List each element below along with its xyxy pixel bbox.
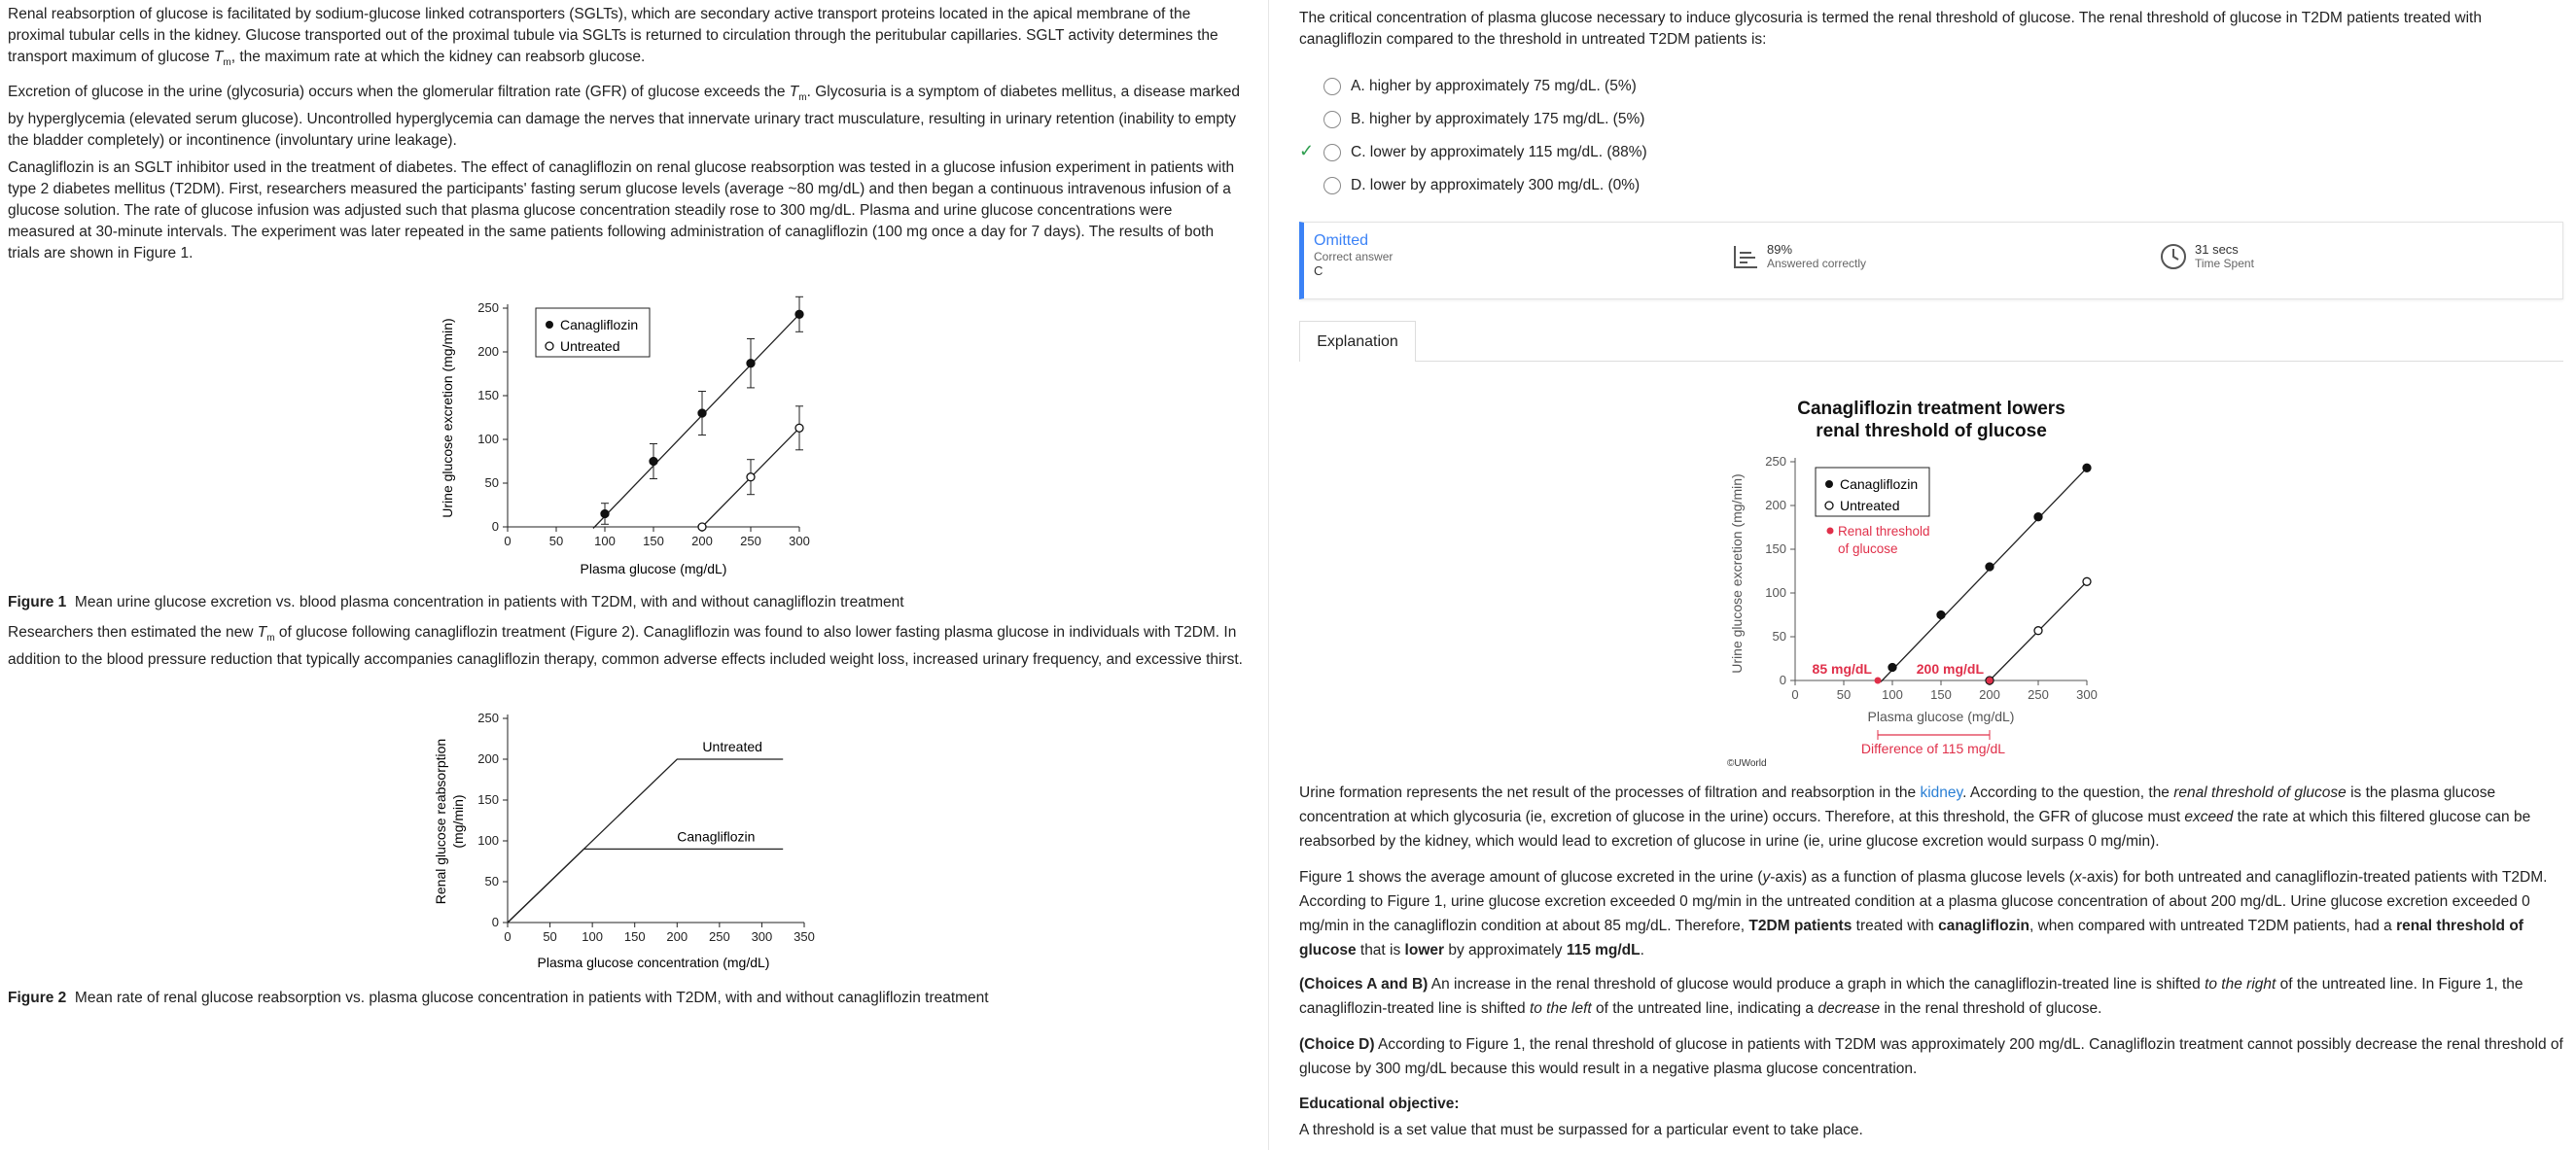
y-axis-label: Urine glucose excretion (mg/min): [1729, 473, 1745, 674]
legend-label-canagliflozin: Canagliflozin: [560, 317, 639, 332]
label-canagliflozin: Canagliflozin: [677, 828, 756, 845]
answer-choice-c[interactable]: C. lower by approximately 115 mg/dL. (88%): [1323, 144, 1647, 161]
passage-paragraph-3: Canagliflozin is an SGLT inhibitor used in the treatment of diabetes. The effect of canagliflozin on renal glucose reabsorption was tested in a glucose infusion experiment in patients with type 2 diabetes mellitus (T2DM). First, researchers measured the participants' fasting serum glucose levels (average ~80 mg/dL) and then began a continuous intravenous infusion of a glucose solution. The rate of glucose infusion was adjusted such that plasma glucose concentration steadily rose to 300 mg/dL. Plasma and urine glucose concentrations were measured at 30-minute intervals. The experiment was later repeated in the same patients following administration of canagliflozin (100 mg once a day for 7 days). The results of both trials are shown in Figure 1.: [8, 159, 1235, 261]
y-tick-label: 50: [484, 475, 499, 490]
y-tick-label: 250: [477, 300, 499, 315]
data-point-untreated: [747, 473, 755, 481]
legend-marker-canagliflozin: [546, 321, 553, 329]
x-tick-label: 0: [504, 534, 512, 548]
y-tick-label: 150: [1765, 541, 1786, 556]
data-point-canagliflozin: [650, 458, 657, 466]
data-point-untreated: [698, 523, 706, 531]
answer-choice-b[interactable]: B. higher by approximately 175 mg/dL. (5%): [1323, 111, 1644, 128]
x-tick-label: 50: [548, 534, 564, 548]
y-tick-label: 0: [1779, 673, 1786, 687]
data-point-canagliflozin: [601, 510, 609, 518]
x-tick-label: 150: [1930, 687, 1952, 702]
data-point-untreated: [2083, 577, 2091, 585]
data-point-untreated: [2034, 627, 2042, 635]
x-axis-label: Plasma glucose (mg/dL): [580, 561, 727, 576]
x-tick-label: 0: [504, 929, 512, 944]
radio-a[interactable]: [1323, 78, 1341, 95]
data-point-untreated: [795, 424, 803, 432]
x-tick-label: 0: [1791, 687, 1799, 702]
y-tick-label: 100: [1765, 585, 1786, 600]
y-tick-label: 250: [1765, 454, 1786, 469]
y-tick-label: 50: [1772, 629, 1786, 644]
answer-choice-a[interactable]: A. higher by approximately 75 mg/dL. (5%): [1323, 78, 1637, 95]
x-tick-label: 150: [643, 534, 664, 548]
x-tick-label: 200: [1979, 687, 2000, 702]
data-point-canagliflozin: [2034, 513, 2042, 521]
kidney-link[interactable]: kidney: [1920, 784, 1963, 801]
x-tick-label: 50: [1836, 687, 1852, 702]
legend-marker-untreated: [546, 342, 553, 350]
y-tick-label: 200: [477, 751, 499, 766]
x-tick-label: 350: [794, 929, 815, 944]
x-tick-label: 250: [740, 534, 761, 548]
x-tick-label: 100: [594, 534, 616, 548]
x-tick-label: 50: [543, 929, 557, 944]
threshold-label-200: 200 mg/dL: [1916, 661, 1984, 677]
x-tick-label: 100: [582, 929, 603, 944]
legend-label-untreated: Untreated: [1840, 498, 1900, 513]
passage-paragraph-2: Excretion of glucose in the urine (glycosuria) occurs when the glomerular filtration rate (GFR) of glucose exceeds the $T_m$. Glycosuria is a symptom of diabetes mellitus, a disease marked by hyperglycemia (elevated serum glucose). Uncontrolled hyperglycemia can damage the nerves that innervate urinary tract musculature, resulting in urinary retention (inability to empty the bladder completely) or incontinence (involuntary urine leakage).: [8, 84, 1240, 150]
x-tick-label: 300: [789, 534, 810, 548]
legend-label-threshold: Renal threshold: [1838, 524, 1930, 539]
tab-explanation[interactable]: Explanation: [1299, 321, 1416, 362]
passage-paragraph-4: Researchers then estimated the new $T_m$ of glucose following canagliflozin treatment (Figure 2). Canagliflozin was found to also lower fasting plasma glucose in individuals with T2DM. In addition to the blood pressure reduction that typically accompanies canagliflozin therapy, common adverse effects included weight loss, increased urinary frequency, and excessive thirst.: [8, 624, 1243, 669]
result-stats-bar: [1299, 222, 2563, 299]
x-tick-label: 200: [666, 929, 688, 944]
tab-divider: [1416, 361, 2563, 362]
difference-label: Difference of 115 mg/dL: [1860, 741, 2006, 756]
data-point-canagliflozin: [698, 409, 706, 417]
figure-1-caption: Figure 1 Mean urine glucose excretion vs. blood plasma concentration in patients with T2DM, with and without canagliflozin treatment: [8, 594, 904, 610]
x-tick-label: 200: [691, 534, 713, 548]
x-tick-label: 300: [2076, 687, 2098, 702]
y-tick-label: 150: [477, 792, 499, 807]
legend-label-canagliflozin: Canagliflozin: [1840, 476, 1919, 492]
x-axis-label: Plasma glucose (mg/dL): [1867, 709, 2015, 724]
label-untreated: Untreated: [702, 739, 762, 754]
legend-label-threshold-2: of glucose: [1838, 541, 1898, 556]
x-tick-label: 100: [1882, 687, 1903, 702]
threshold-point: [1987, 678, 1994, 684]
y-tick-label: 250: [477, 711, 499, 725]
threshold-point: [1875, 678, 1882, 684]
legend-marker-threshold: [1827, 528, 1834, 535]
legend-marker-untreated: [1825, 502, 1833, 509]
x-tick-label: 300: [751, 929, 773, 944]
radio-d[interactable]: [1323, 177, 1341, 194]
explanation-paragraph-1: Urine formation represents the net result of the processes of filtration and reabsorption in the kidney. According to the question, the renal threshold of glucose is the plasma glucose concentration at which glycosuria (ie, excretion of glucose in the urine) occurs. Therefore, at this threshold, the GFR of glucose must exceed the rate at which this filtered glucose can be reabsorbed by the kidney, which would lead to excretion of glucose in urine (ie, urine glucose excretion would surpass 0 mg/min).: [1299, 784, 2531, 850]
omitted-status: Omitted Correct answer C: [1314, 232, 1394, 278]
y-tick-label: 0: [491, 519, 499, 534]
x-axis-label: Plasma glucose concentration (mg/dL): [537, 955, 770, 970]
figure-2-caption: Figure 2 Mean rate of renal glucose reabsorption vs. plasma glucose concentration in patients with T2DM, with and without canagliflozin treatment: [8, 990, 989, 1006]
passage-paragraph-1: Renal reabsorption of glucose is facilitated by sodium-glucose linked cotransporters (SGLTs), which are secondary active transport proteins located in the apical membrane of the proximal tubular cells in the kidney. Glucose transported out of the proximal tubule via SGLTs is returned to circulation through the peritubular capillaries. SGLT activity determines the transport maximum of glucose $T_m$, the maximum rate at which the kidney can reabsorb glucose.: [8, 6, 1218, 69]
x-tick-label: 250: [2028, 687, 2049, 702]
explanation-chart-title-line2: renal threshold of glucose: [1816, 421, 2047, 441]
bar-chart-icon: [1732, 243, 1759, 270]
figure-2-chart: [428, 705, 836, 977]
data-point-canagliflozin: [2083, 464, 2091, 471]
explanation-paragraph-3: (Choices A and B) An increase in the renal threshold of glucose would produce a graph in which the canagliflozin-treated line is shifted to the right of the untreated line. In Figure 1, the canagliflozin-treated line is shifted to the left of the untreated line, indicating a decrease in the renal threshold of glucose.: [1299, 976, 2523, 1017]
x-tick-label: 150: [623, 929, 646, 944]
question-panel: [1270, 0, 2576, 1150]
legend-label-untreated: Untreated: [560, 338, 620, 354]
data-point-canagliflozin: [1986, 563, 1994, 571]
y-tick-label: 150: [477, 388, 499, 402]
data-point-canagliflozin: [1888, 664, 1896, 672]
y-axis-label-units: (mg/min): [450, 794, 466, 849]
y-tick-label: 100: [477, 432, 499, 446]
answer-choice-d[interactable]: D. lower by approximately 300 mg/dL. (0%): [1323, 177, 1640, 194]
correct-check-icon: ✓: [1299, 141, 1315, 160]
y-tick-label: 50: [484, 874, 499, 889]
explanation-paragraph-2: Figure 1 shows the average amount of glucose excreted in the urine (y-axis) as a function of plasma glucose levels (x-axis) for both untreated and canagliflozin-treated patients with T2DM. According to Figure 1, urine glucose excretion exceeded 0 mg/min in the untreated condition at a plasma glucose concentration of about 200 mg/dL. Urine glucose excretion exceeded 0 mg/min in the canagliflozin condition at about 85 mg/dL. Therefore, T2DM patients treated with canagliflozin, when compared with untreated T2DM patients, had a renal threshold of glucose that is lower by approximately 115 mg/dL.: [1299, 869, 2548, 958]
educational-objective-text: A threshold is a set value that must be surpassed for a particular event to take place.: [1299, 1122, 1863, 1138]
line-canagliflozin: [508, 849, 783, 923]
y-tick-label: 200: [1765, 498, 1786, 512]
y-axis-label: Urine glucose excretion (mg/min): [440, 318, 455, 518]
explanation-chart: [1727, 389, 2116, 773]
percent-correct-stat: 89% Answered correctly: [1732, 242, 1866, 270]
explanation-paragraph-4: (Choice D) According to Figure 1, the renal threshold of glucose in patients with T2DM was approximately 200 mg/dL. Canagliflozin treatment cannot possibly decrease the renal threshold of glucose by 300 mg/dL because this would result in a negative plasma glucose concentration.: [1299, 1036, 2563, 1077]
educational-objective-title: Educational objective:: [1299, 1096, 1460, 1112]
y-tick-label: 100: [477, 833, 499, 848]
y-tick-label: 200: [477, 344, 499, 359]
threshold-label-85: 85 mg/dL: [1812, 661, 1872, 677]
data-point-canagliflozin: [795, 310, 803, 318]
question-stem: The critical concentration of plasma glucose necessary to induce glycosuria is termed the renal threshold of glucose. The renal threshold of glucose in T2DM patients treated with canagliflozin compared to the threshold in untreated T2DM patients is:: [1299, 10, 2482, 48]
x-tick-label: 250: [709, 929, 730, 944]
clock-icon: [2160, 243, 2187, 270]
data-point-canagliflozin: [1937, 611, 1945, 619]
radio-b[interactable]: [1323, 111, 1341, 128]
data-point-canagliflozin: [747, 360, 755, 367]
y-axis-label: Renal glucose reabsorption: [433, 738, 448, 905]
passage-panel: [0, 0, 1269, 1150]
explanation-chart-title: Canagliflozin treatment lowers: [1797, 399, 2065, 419]
legend-marker-canagliflozin: [1825, 480, 1833, 488]
y-tick-label: 0: [491, 915, 499, 929]
radio-c[interactable]: [1323, 144, 1341, 161]
copyright: ©UWorld: [1727, 758, 1767, 769]
figure-1-chart: [428, 292, 836, 578]
time-spent-stat: 31 secs Time Spent: [2160, 242, 2254, 270]
